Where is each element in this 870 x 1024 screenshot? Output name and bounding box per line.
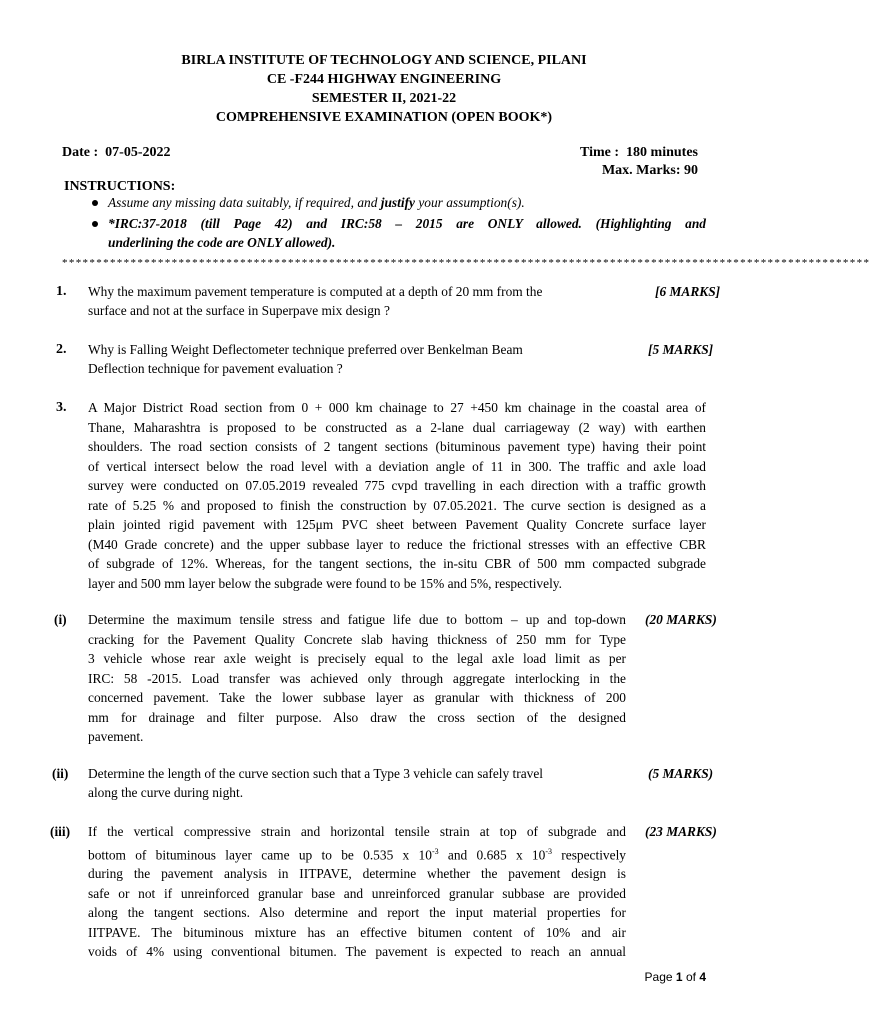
question-3-line: plain jointed rigid pavement with 125μm PVC sheet between Pavement Quality Concrete surface layer — [88, 517, 706, 532]
question-3-line: shoulders. The road section consists of 2 tangent sections (bituminous pavement type) having their point — [88, 439, 706, 454]
institute-title: BIRLA INSTITUTE OF TECHNOLOGY AND SCIENCE, PILANI — [181, 53, 587, 68]
subquestion-i-number: (i) — [54, 612, 67, 627]
subquestion-ii-line-2: along the curve during night. — [88, 785, 244, 800]
instruction-item-2-line-1: *IRC:37-2018 (till Page 42) and IRC:58 – 2015 are ONLY allowed. (Highlighting and — [108, 216, 706, 231]
subquestion-iii-number: (iii) — [50, 824, 71, 839]
subquestion-iii-line: If the vertical compressive strain and horizontal tensile strain at top of subgrade and — [88, 824, 626, 839]
subquestion-iii-line: during the pavement analysis in IITPAVE, determine whether the pavement design is — [88, 866, 626, 882]
question-2-number: 2. — [56, 342, 67, 357]
question-2-line-1: Why is Falling Weight Deflectometer technique preferred over Benkelman Beam — [88, 342, 523, 357]
time-value: 180 minutes — [626, 145, 698, 160]
date-label: Date : — [62, 145, 99, 160]
marks-label: Max. Marks: — [601, 163, 681, 178]
question-2-line-2: Deflection technique for pavement evaluation ? — [88, 361, 343, 376]
course-title: CE -F244 HIGHWAY ENGINEERING — [266, 72, 502, 87]
subquestion-i-line: 3 vehicle whose rear axle weight is precisely equal to the legal axle load limit as per — [88, 651, 626, 666]
subquestion-i-line: mm for drainage and filter purpose. Also draw the cross section of the designed — [88, 709, 626, 725]
question-3-line: Thane, Maharashtra is proposed to be constructed as a 2-lane dual carriageway (2 way) with earthen — [88, 419, 706, 435]
separator-line: ********************************************************************************************************************** — [62, 257, 870, 269]
subquestion-ii-marks: (5 MARKS) — [648, 766, 714, 781]
question-1-marks: [6 MARKS] — [655, 284, 721, 299]
exam-time — [580, 143, 698, 162]
question-3-line: (M40 Grade concrete) and the upper subbase layer to reduce the frictional stresses with an effective CBR — [88, 536, 706, 552]
subquestion-iii-marks: (23 MARKS) — [645, 824, 717, 839]
question-1-line-2: surface and not at the surface in Superpave mix design ? — [88, 303, 390, 318]
subquestion-ii-number: (ii) — [52, 766, 69, 781]
max-marks — [602, 161, 698, 180]
question-3-line: survey were conducted on 07.05.2019 revealed 775 cvpd travelling in each direction with a traffic growth — [88, 478, 706, 493]
subquestion-iii-line: bottom of bituminous layer came up to be 0.535 x $10^{-3}$ and 0.685 x $10^{-3}$ respectively — [88, 846, 626, 862]
subquestion-i-line: cracking for the Pavement Quality Concrete slab having thickness of 250 mm for Type — [88, 631, 626, 647]
bullet-icon — [92, 221, 98, 227]
question-3-line: rate of 5.25 % and proposed to finish the construction by 07.05.2021. The curve section is designed as a — [88, 497, 706, 513]
subquestion-iii-line: IITPAVE. The bituminous mixture has an effective bitumen content of 10% and air — [88, 924, 626, 940]
subquestion-i-line: IRC: 58 -2015. Load transfer was achieved only through aggregate interlocking in the — [88, 670, 626, 686]
instruction-item-1: Assume any missing data suitably, if required, and justify your assumption(s). — [108, 195, 525, 210]
question-3-number: 3. — [56, 400, 67, 415]
subquestion-iii-line: voids of 4% using conventional bitumen. The pavement is expected to reach an annual — [88, 944, 626, 960]
time-label: Time : — [580, 145, 620, 160]
subquestion-iii-body — [88, 822, 626, 962]
instruction-item-2-line-2: underlining the code are ONLY allowed). — [108, 235, 336, 250]
subquestion-ii-line-1: Determine the length of the curve section such that a Type 3 vehicle can safely travel — [88, 766, 544, 781]
question-3-line: of subgrade of 12%. Whereas, for the tangent sections, the in-situ CBR of 500 mm compacted subgrade — [88, 556, 706, 571]
subquestion-i-body — [88, 610, 626, 747]
bullet-icon — [92, 200, 98, 206]
question-2-marks: [5 MARKS] — [648, 342, 714, 357]
question-3-line: A Major District Road section from 0 + 000 km chainage to 27 +450 km chainage in the coastal area of — [88, 400, 706, 415]
semester-title: SEMESTER II, 2021-22 — [311, 91, 457, 106]
exam-title: COMPREHENSIVE EXAMINATION (OPEN BOOK*) — [215, 110, 553, 125]
question-3-line: of vertical intersect below the road level with a deviation angle of 11 in 300. The traffic and axle load — [88, 458, 706, 474]
question-3-body — [88, 398, 706, 593]
subquestion-i-line: pavement. — [88, 729, 144, 744]
subquestion-i-line: concerned pavement. Take the lower subbase layer as granular with thickness of 200 — [88, 690, 626, 705]
subquestion-iii-line: safe or not if unreinforced granular base and unreinforced granular subbase are provided — [88, 885, 626, 901]
question-1-number: 1. — [56, 284, 67, 299]
question-1-line-1: Why the maximum pavement temperature is computed at a depth of 20 mm from the — [88, 284, 543, 299]
question-3-line: layer and 500 mm layer below the subgrade were found to be 15% and 5%, respectively. — [88, 575, 562, 591]
subquestion-iii-line: along the tangent sections. Also determine and report the input material properties for — [88, 905, 626, 921]
exam-date — [62, 143, 170, 162]
page-number: Page 1 of 4 — [644, 970, 706, 984]
subquestion-i-line: Determine the maximum tensile stress and fatigue life due to bottom – up and top-down — [88, 612, 626, 627]
subquestion-i-marks: (20 MARKS) — [645, 612, 717, 627]
date-value: 07-05-2022 — [105, 145, 171, 160]
marks-value: 90 — [684, 163, 698, 178]
instructions-heading: INSTRUCTIONS: — [64, 179, 176, 194]
